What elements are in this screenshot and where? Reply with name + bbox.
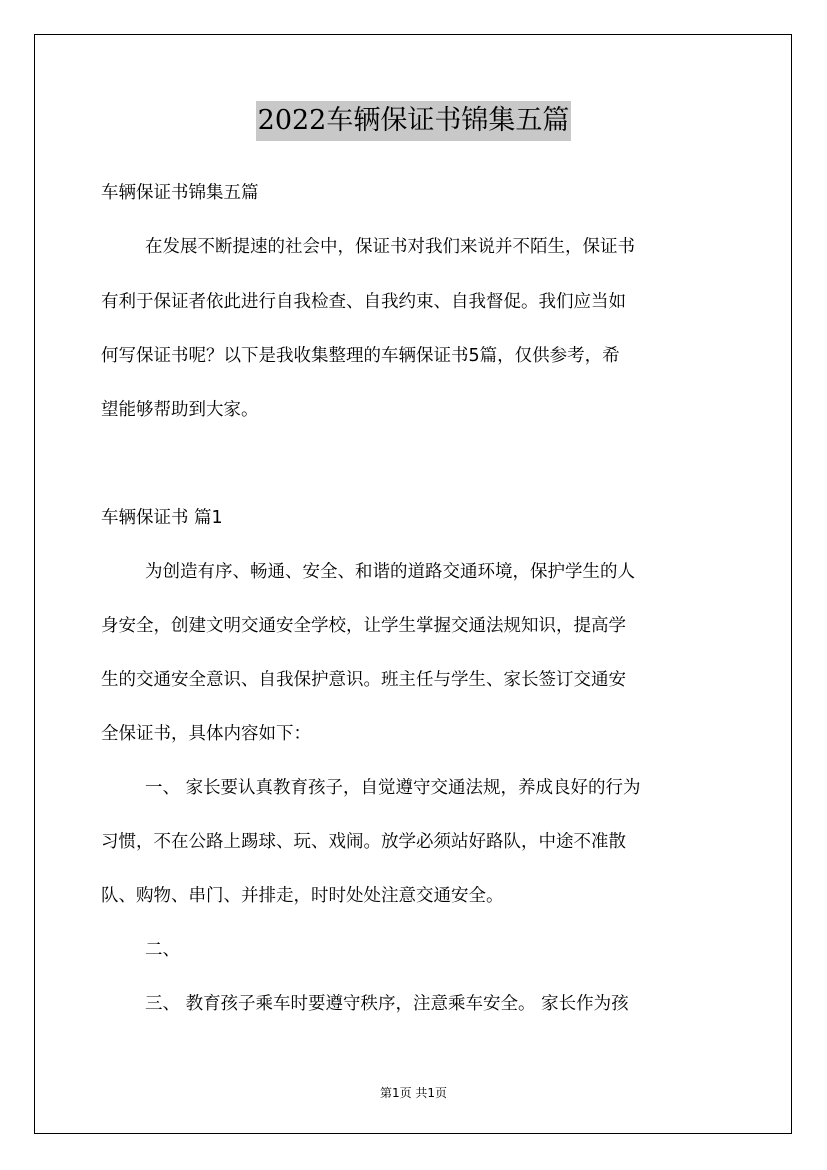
section-paragraph-line-2: 身安全，创建文明交通安全学校，让学生掌握交通法规知识，提高学 xyxy=(101,616,626,636)
intro-line-1: 在发展不断提速的社会中，保证书对我们来说并不陌生，保证书 xyxy=(145,237,635,257)
document-subtitle: 车辆保证书锦集五篇 xyxy=(101,183,259,203)
page-footer: 第1页 共1页 xyxy=(379,1086,448,1100)
intro-line-2: 有利于保证者依此进行自我检查、自我约束、自我督促。我们应当如 xyxy=(101,292,626,312)
item-three-line-1: 三、 教育孩子乘车时要遵守秩序，注意乘车安全。 家长作为孩 xyxy=(145,994,629,1014)
section-paragraph-line-4: 全保证书，具体内容如下： xyxy=(101,724,311,744)
item-one-line-1: 一、 家长要认真教育孩子，自觉遵守交通法规，养成良好的行为 xyxy=(145,778,641,798)
document-title-text: 2022车辆保证书锦集五篇 xyxy=(256,101,572,141)
item-one-line-3: 队、购物、串门、并排走，时时处处注意交通安全。 xyxy=(101,886,504,906)
section-heading: 车辆保证书 篇1 xyxy=(101,508,223,528)
section-paragraph-line-3: 生的交通安全意识、自我保护意识。班主任与学生、家长签订交通安 xyxy=(101,670,626,690)
intro-line-3: 何写保证书呢？以下是我收集整理的车辆保证书5篇，仅供参考，希 xyxy=(101,346,620,366)
item-one-line-2: 习惯，不在公路上踢球、玩、戏闹。放学必须站好路队，中途不准散 xyxy=(101,832,626,852)
document-title xyxy=(0,101,827,141)
intro-line-4: 望能够帮助到大家。 xyxy=(101,400,259,420)
section-paragraph-line-1: 为创造有序、畅通、安全、和谐的道路交通环境，保护学生的人 xyxy=(145,562,635,582)
item-two: 二、 xyxy=(145,940,180,960)
